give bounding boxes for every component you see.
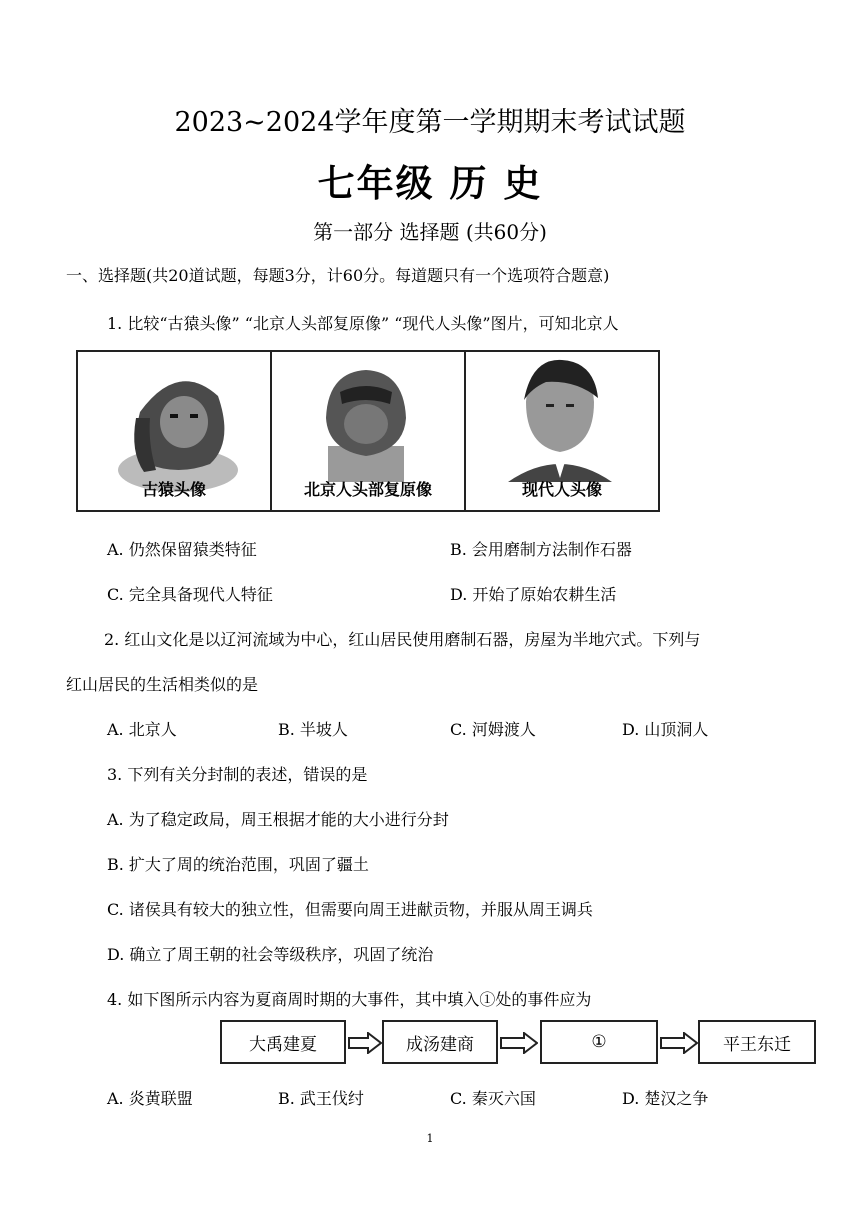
page-number: 1	[426, 1132, 434, 1145]
modern-human-panel	[466, 352, 658, 510]
q4-option-b: B. 武王伐纣	[278, 1089, 364, 1108]
exam-title: 2023~2024学年度第一学期期末考试试题	[174, 107, 686, 138]
q2-option-b: B. 半坡人	[278, 720, 348, 739]
q1-option-c: C. 完全具备现代人特征	[107, 585, 273, 604]
q2-stem-line2: 红山居民的生活相类似的是	[66, 675, 259, 694]
peking-man-panel	[272, 352, 466, 510]
q4-option-c: C. 秦灭六国	[450, 1089, 536, 1108]
section-instruction: 一、选择题(共20道试题，每题3分，计60分。每道题只有一个选项符合题意)	[66, 266, 610, 285]
flow-arrow-1-icon	[348, 1032, 382, 1054]
exam-subtitle: 七年级 历 史	[317, 161, 543, 205]
q1-option-b: B. 会用磨制方法制作石器	[450, 540, 632, 559]
q3-option-a: A. 为了稳定政局，周王根据才能的大小进行分封	[107, 810, 449, 829]
q2-stem-line1: 2. 红山文化是以辽河流域为中心，红山居民使用磨制石器，房屋为半地穴式。下列与	[104, 630, 701, 649]
q1-figure	[76, 350, 660, 512]
q4-option-d: D. 楚汉之争	[622, 1089, 709, 1108]
q4-stem: 4. 如下图所示内容为夏商周时期的大事件，其中填入①处的事件应为	[107, 990, 592, 1009]
q3-option-c: C. 诸侯具有较大的独立性，但需要向周王进献贡物，并服从周王调兵	[107, 900, 593, 919]
modern-human-caption: 现代人头像	[521, 480, 602, 499]
q1-option-a: A. 仍然保留猿类特征	[107, 540, 257, 559]
flow-box-zhou: 平王东迁	[698, 1020, 816, 1064]
flow-arrow-2-icon	[500, 1032, 538, 1054]
flow-box-xia: 大禹建夏	[220, 1020, 346, 1064]
q4-option-a: A. 炎黄联盟	[107, 1089, 193, 1108]
peking-man-caption: 北京人头部复原像	[303, 480, 432, 499]
q3-option-b: B. 扩大了周的统治范围，巩固了疆土	[107, 855, 369, 874]
flow-box-shang: 成汤建商	[382, 1020, 498, 1064]
ape-head-caption: 古猿头像	[141, 480, 206, 499]
q1-stem: 1. 比较“古猿头像” “北京人头部复原像” “现代人头像”图片，可知北京人	[107, 314, 619, 333]
q2-option-c: C. 河姆渡人	[450, 720, 536, 739]
q2-option-a: A. 北京人	[107, 720, 177, 739]
q4-flow-diagram	[220, 1020, 820, 1068]
q3-stem: 3. 下列有关分封制的表述，错误的是	[107, 765, 368, 784]
q1-option-d: D. 开始了原始农耕生活	[450, 585, 617, 604]
flow-box-blank: ①	[540, 1020, 658, 1064]
q2-option-d: D. 山顶洞人	[622, 720, 709, 739]
ape-head-panel	[78, 352, 272, 510]
flow-arrow-3-icon	[660, 1032, 698, 1054]
section-title: 第一部分 选择题 (共60分)	[313, 220, 547, 244]
q3-option-d: D. 确立了周王朝的社会等级秩序，巩固了统治	[107, 945, 434, 964]
